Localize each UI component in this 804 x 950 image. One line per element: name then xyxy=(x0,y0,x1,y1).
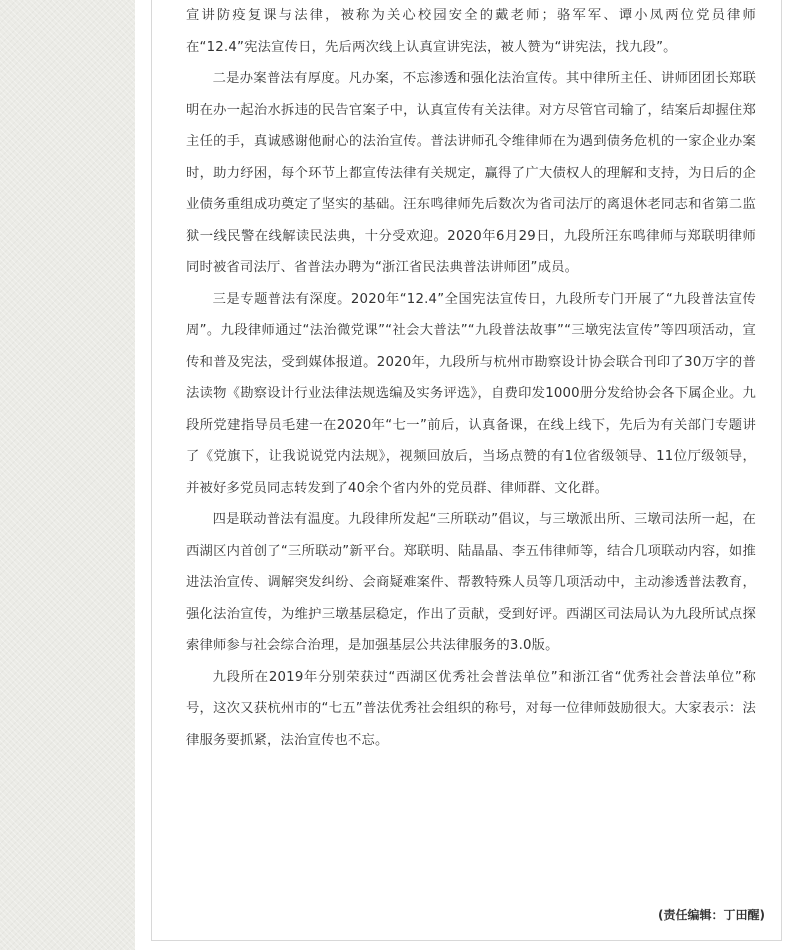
article-paragraph-5: 九段所在2019年分别荣获过“西湖区优秀社会普法单位”和浙江省“优秀社会普法单位”称号，这次又获杭州市的“七五”普法优秀社会组织的称号，对每一位律师鼓励很大。大家表示：法律服务要抓紧，法治宣传也不忘。 xyxy=(186,669,756,748)
article-paragraph-2: 二是办案普法有厚度。凡办案，不忘渗透和强化法治宣传。其中律所主任、讲师团团长郑联明在办一起治水拆违的民告官案子中，认真宣传有关法律。对方尽管官司输了，结案后却握住郑主任的手，真诚感谢他耐心的法治宣传。普法讲师孔令维律师在为遇到债务危机的一家企业办案时，助力纾困，每个环节上都宣传法律有关规定，赢得了广大债权人的理解和支持，为日后的企业债务重组成功奠定了坚实的基础。汪东鸣律师先后数次为省司法厅的离退休老同志和省第二监狱一线民警在线解读民法典，十分受欢迎。2020年6月29日，九段所汪东鸣律师与郑联明律师同时被省司法厅、省普法办聘为“浙江省民法典普法讲师团”成员。 xyxy=(186,71,756,275)
article-body xyxy=(186,0,756,756)
article-paragraph-1: 宣讲防疫复课与法律，被称为关心校园安全的戴老师；骆军军、谭小凤两位党员律师在“12.4”宪法宣传日，先后两次线上认真宣讲宪法，被人赞为“讲宪法，找九段”。 xyxy=(186,8,756,55)
article-paragraph-3: 三是专题普法有深度。2020年“12.4”全国宪法宣传日，九段所专门开展了“九段普法宣传周”。九段律师通过“法治微党课”“社会大普法”“九段普法故事”“三墩宪法宣传”等四项活动，宣传和普及宪法，受到媒体报道。2020年，九段所与杭州市勘察设计协会联合刊印了30万字的普法读物《勘察设计行业法律法规选编及实务评选》，自费印发1000册分发给协会各下属企业。九段所党建指导员毛建一在2020年“七一”前后，认真备课，在线上线下，先后为有关部门专题讲了《党旗下，让我说说党内法规》，视频回放后，当场点赞的有1位省级领导、11位厅级领导，并被好多党员同志转发到了40余个省内外的党员群、律师群、文化群。 xyxy=(186,291,756,496)
responsible-editor-note: (责任编辑：丁田醒) xyxy=(658,908,765,922)
article-paragraph-4: 四是联动普法有温度。九段律所发起“三所联动”倡议，与三墩派出所、三墩司法所一起，在西湖区内首创了“三所联动”新平台。郑联明、陆晶晶、李五伟律师等，结合几项联动内容，如推进法治宣传、调解突发纠纷、会商疑难案件、帮教特殊人员等几项活动中，主动渗透普法教育，强化法治宣传，为维护三墩基层稳定，作出了贡献，受到好评。西湖区司法局认为九段所试点探索律师参与社会综合治理，是加强基层公共法律服务的3.0版。 xyxy=(186,512,756,653)
article-panel xyxy=(151,0,782,941)
right-gutter xyxy=(783,0,804,950)
left-gutter xyxy=(135,0,151,950)
left-background-texture xyxy=(0,0,135,950)
